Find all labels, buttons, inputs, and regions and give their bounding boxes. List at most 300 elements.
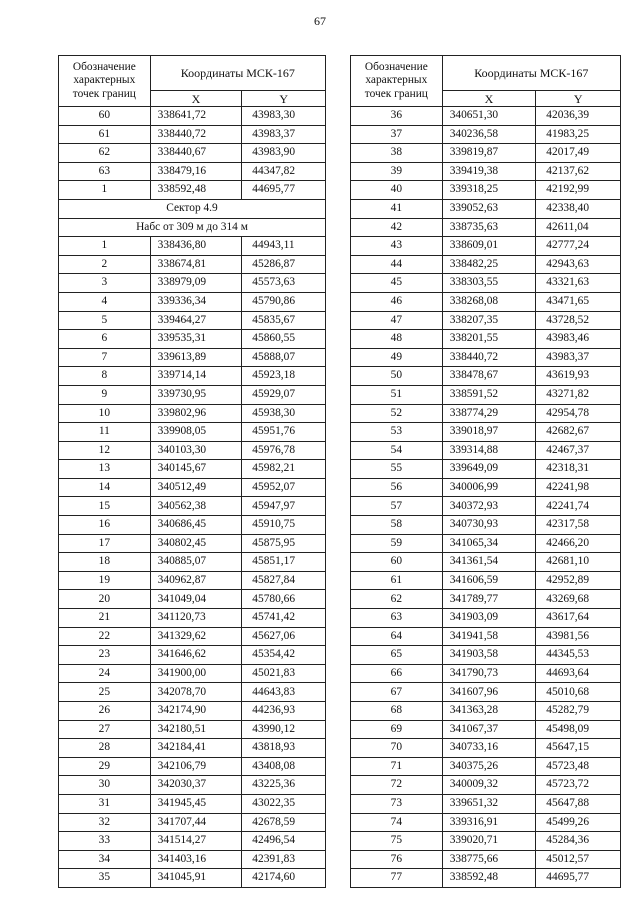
point-cell: 50	[351, 367, 443, 386]
y-coordinate-cell: 44345,53	[536, 646, 621, 665]
point-cell: 60	[351, 553, 443, 572]
table-row	[59, 590, 326, 609]
point-cell: 11	[59, 423, 151, 442]
y-coordinate-cell: 45923,18	[242, 367, 326, 386]
table-row	[351, 274, 621, 293]
x-coordinate-cell: 341903,09	[442, 609, 536, 628]
y-coordinate-cell: 45951,76	[242, 423, 326, 442]
y-coordinate-cell: 45952,07	[242, 478, 326, 497]
table-row	[351, 832, 621, 851]
table-row	[351, 571, 621, 590]
table-row	[59, 646, 326, 665]
point-cell: 17	[59, 534, 151, 553]
point-cell: 75	[351, 832, 443, 851]
table-row	[59, 330, 326, 349]
table-row	[351, 125, 621, 144]
y-coordinate-cell: 45723,48	[536, 757, 621, 776]
x-coordinate-cell: 339613,89	[150, 348, 242, 367]
point-cell: 15	[59, 497, 151, 516]
y-coordinate-cell: 42241,98	[536, 478, 621, 497]
point-cell: 62	[59, 144, 151, 163]
sector-subtitle: Набс от 309 м до 314 м	[59, 218, 326, 237]
y-coordinate-cell: 42943,63	[536, 255, 621, 274]
table-row	[59, 609, 326, 628]
table-row	[59, 460, 326, 479]
table-row	[351, 144, 621, 163]
y-coordinate-cell: 45282,79	[536, 702, 621, 721]
x-coordinate-cell: 342174,90	[150, 702, 242, 721]
point-cell: 10	[59, 404, 151, 423]
point-cell: 18	[59, 553, 151, 572]
point-cell: 60	[59, 107, 151, 126]
table-row	[59, 553, 326, 572]
table-row	[351, 478, 621, 497]
sector-subtitle-row	[59, 218, 326, 237]
x-coordinate-cell: 341789,77	[442, 590, 536, 609]
y-coordinate-cell: 45835,67	[242, 311, 326, 330]
table-row	[59, 478, 326, 497]
x-coordinate-cell: 341120,73	[150, 609, 242, 628]
x-coordinate-cell: 341329,62	[150, 627, 242, 646]
y-coordinate-cell: 45723,72	[536, 776, 621, 795]
y-coordinate-cell: 42391,83	[242, 850, 326, 869]
table-row	[351, 534, 621, 553]
y-coordinate-cell: 45827,84	[242, 571, 326, 590]
y-coordinate-cell: 45875,95	[242, 534, 326, 553]
point-cell: 57	[351, 497, 443, 516]
y-coordinate-cell: 42467,37	[536, 441, 621, 460]
point-cell: 63	[59, 162, 151, 181]
table-row	[59, 664, 326, 683]
sector-title: Сектор 4.9	[59, 199, 326, 218]
point-cell: 44	[351, 255, 443, 274]
y-coordinate-cell: 43471,65	[536, 292, 621, 311]
y-coordinate-cell: 45499,26	[536, 813, 621, 832]
table-row	[59, 144, 326, 163]
x-coordinate-cell: 339052,63	[442, 199, 536, 218]
table-row	[59, 385, 326, 404]
header-point-label: Обозначение характерных точек границ	[59, 56, 151, 107]
point-cell: 76	[351, 850, 443, 869]
x-coordinate-cell: 341646,62	[150, 646, 242, 665]
y-coordinate-cell: 45647,15	[536, 739, 621, 758]
y-coordinate-cell: 45910,75	[242, 516, 326, 535]
y-coordinate-cell: 43617,64	[536, 609, 621, 628]
table-row	[351, 162, 621, 181]
point-cell: 67	[351, 683, 443, 702]
y-coordinate-cell: 43728,52	[536, 311, 621, 330]
y-coordinate-cell: 44695,77	[536, 869, 621, 888]
table-row	[59, 534, 326, 553]
sector-title-row	[59, 199, 326, 218]
point-cell: 24	[59, 664, 151, 683]
x-coordinate-cell: 338440,67	[150, 144, 242, 163]
y-coordinate-cell: 43990,12	[242, 720, 326, 739]
point-cell: 33	[59, 832, 151, 851]
table-row	[59, 311, 326, 330]
point-cell: 53	[351, 423, 443, 442]
x-coordinate-cell: 341945,45	[150, 794, 242, 813]
header-x-label: X	[150, 91, 242, 107]
y-coordinate-cell: 45647,88	[536, 794, 621, 813]
x-coordinate-cell: 339819,87	[442, 144, 536, 163]
x-coordinate-cell: 339535,31	[150, 330, 242, 349]
table-row	[351, 776, 621, 795]
y-coordinate-cell: 42678,59	[242, 813, 326, 832]
y-coordinate-cell: 45929,07	[242, 385, 326, 404]
table-row	[351, 199, 621, 218]
x-coordinate-cell: 339419,38	[442, 162, 536, 181]
y-coordinate-cell: 42036,39	[536, 107, 621, 126]
x-coordinate-cell: 342184,41	[150, 739, 242, 758]
point-cell: 5	[59, 311, 151, 330]
x-coordinate-cell: 339336,34	[150, 292, 242, 311]
point-cell: 14	[59, 478, 151, 497]
table-row	[351, 255, 621, 274]
point-cell: 3	[59, 274, 151, 293]
point-cell: 66	[351, 664, 443, 683]
y-coordinate-cell: 42611,04	[536, 218, 621, 237]
point-cell: 35	[59, 869, 151, 888]
x-coordinate-cell: 339318,25	[442, 181, 536, 200]
table-row	[351, 590, 621, 609]
y-coordinate-cell: 42017,49	[536, 144, 621, 163]
point-cell: 77	[351, 869, 443, 888]
x-coordinate-cell: 340885,07	[150, 553, 242, 572]
point-cell: 74	[351, 813, 443, 832]
x-coordinate-cell: 338268,08	[442, 292, 536, 311]
point-cell: 41	[351, 199, 443, 218]
point-cell: 23	[59, 646, 151, 665]
x-coordinate-cell: 339649,09	[442, 460, 536, 479]
x-coordinate-cell: 338592,48	[150, 181, 242, 200]
x-coordinate-cell: 338774,29	[442, 404, 536, 423]
y-coordinate-cell: 44236,93	[242, 702, 326, 721]
x-coordinate-cell: 342030,37	[150, 776, 242, 795]
point-cell: 31	[59, 794, 151, 813]
table-row	[351, 330, 621, 349]
y-coordinate-cell: 45790,86	[242, 292, 326, 311]
y-coordinate-cell: 44943,11	[242, 237, 326, 256]
table-row	[351, 292, 621, 311]
coordinates-table-left	[58, 55, 326, 888]
x-coordinate-cell: 342078,70	[150, 683, 242, 702]
y-coordinate-cell: 44693,64	[536, 664, 621, 683]
point-cell: 28	[59, 739, 151, 758]
header-y-label: Y	[536, 91, 621, 107]
point-cell: 58	[351, 516, 443, 535]
table-row	[59, 850, 326, 869]
y-coordinate-cell: 43818,93	[242, 739, 326, 758]
y-coordinate-cell: 44643,83	[242, 683, 326, 702]
point-cell: 65	[351, 646, 443, 665]
point-cell: 8	[59, 367, 151, 386]
table-row	[59, 497, 326, 516]
table-row	[351, 794, 621, 813]
point-cell: 54	[351, 441, 443, 460]
x-coordinate-cell: 340372,93	[442, 497, 536, 516]
header-point-label: Обозначение характерных точек границ	[351, 56, 443, 107]
point-cell: 56	[351, 478, 443, 497]
x-coordinate-cell: 341045,91	[150, 869, 242, 888]
table-row	[59, 757, 326, 776]
point-cell: 61	[351, 571, 443, 590]
y-coordinate-cell: 45286,87	[242, 255, 326, 274]
table-row	[59, 255, 326, 274]
point-cell: 55	[351, 460, 443, 479]
x-coordinate-cell: 340103,30	[150, 441, 242, 460]
point-cell: 36	[351, 107, 443, 126]
table-row	[351, 609, 621, 628]
table-row	[351, 757, 621, 776]
x-coordinate-cell: 338591,52	[442, 385, 536, 404]
y-coordinate-cell: 42466,20	[536, 534, 621, 553]
table-row	[351, 683, 621, 702]
x-coordinate-cell: 341363,28	[442, 702, 536, 721]
x-coordinate-cell: 340006,99	[442, 478, 536, 497]
point-cell: 73	[351, 794, 443, 813]
table-row	[59, 813, 326, 832]
x-coordinate-cell: 340733,16	[442, 739, 536, 758]
x-coordinate-cell: 341790,73	[442, 664, 536, 683]
y-coordinate-cell: 45741,42	[242, 609, 326, 628]
point-cell: 12	[59, 441, 151, 460]
point-cell: 9	[59, 385, 151, 404]
x-coordinate-cell: 338735,63	[442, 218, 536, 237]
point-cell: 49	[351, 348, 443, 367]
table-row	[59, 776, 326, 795]
point-cell: 20	[59, 590, 151, 609]
x-coordinate-cell: 341606,59	[442, 571, 536, 590]
point-cell: 59	[351, 534, 443, 553]
table-row	[59, 423, 326, 442]
x-coordinate-cell: 341361,54	[442, 553, 536, 572]
point-cell: 34	[59, 850, 151, 869]
table-row	[59, 274, 326, 293]
table-row	[351, 404, 621, 423]
x-coordinate-cell: 340802,45	[150, 534, 242, 553]
x-coordinate-cell: 338201,55	[442, 330, 536, 349]
y-coordinate-cell: 43408,08	[242, 757, 326, 776]
y-coordinate-cell: 43983,90	[242, 144, 326, 163]
point-cell: 69	[351, 720, 443, 739]
y-coordinate-cell: 43271,82	[536, 385, 621, 404]
y-coordinate-cell: 43321,63	[536, 274, 621, 293]
y-coordinate-cell: 45982,21	[242, 460, 326, 479]
point-cell: 29	[59, 757, 151, 776]
point-cell: 16	[59, 516, 151, 535]
table-row	[351, 218, 621, 237]
table-row	[59, 441, 326, 460]
x-coordinate-cell: 341049,04	[150, 590, 242, 609]
x-coordinate-cell: 339908,05	[150, 423, 242, 442]
y-coordinate-cell: 45780,66	[242, 590, 326, 609]
y-coordinate-cell: 45354,42	[242, 646, 326, 665]
x-coordinate-cell: 341900,00	[150, 664, 242, 683]
x-coordinate-cell: 340512,49	[150, 478, 242, 497]
y-coordinate-cell: 44347,82	[242, 162, 326, 181]
point-cell: 7	[59, 348, 151, 367]
point-cell: 1	[59, 181, 151, 200]
x-coordinate-cell: 341514,27	[150, 832, 242, 851]
x-coordinate-cell: 338436,80	[150, 237, 242, 256]
table-row	[59, 869, 326, 888]
table-row	[59, 181, 326, 200]
y-coordinate-cell: 45284,36	[536, 832, 621, 851]
y-coordinate-cell: 43225,36	[242, 776, 326, 795]
y-coordinate-cell: 45851,17	[242, 553, 326, 572]
x-coordinate-cell: 339730,95	[150, 385, 242, 404]
x-coordinate-cell: 340375,26	[442, 757, 536, 776]
point-cell: 47	[351, 311, 443, 330]
point-cell: 32	[59, 813, 151, 832]
table-row	[351, 664, 621, 683]
point-cell: 1	[59, 237, 151, 256]
table-row	[351, 739, 621, 758]
y-coordinate-cell: 45573,63	[242, 274, 326, 293]
point-cell: 68	[351, 702, 443, 721]
x-coordinate-cell: 338478,67	[442, 367, 536, 386]
table-row	[59, 125, 326, 144]
y-coordinate-cell: 42777,24	[536, 237, 621, 256]
y-coordinate-cell: 42338,40	[536, 199, 621, 218]
table-row	[351, 367, 621, 386]
point-cell: 19	[59, 571, 151, 590]
x-coordinate-cell: 339464,27	[150, 311, 242, 330]
table-row	[351, 107, 621, 126]
x-coordinate-cell: 338303,55	[442, 274, 536, 293]
y-coordinate-cell: 42317,58	[536, 516, 621, 535]
point-cell: 63	[351, 609, 443, 628]
x-coordinate-cell: 340562,38	[150, 497, 242, 516]
table-row	[351, 813, 621, 832]
y-coordinate-cell: 45947,97	[242, 497, 326, 516]
table-row	[59, 739, 326, 758]
table-row	[59, 720, 326, 739]
x-coordinate-cell: 340730,93	[442, 516, 536, 535]
point-cell: 25	[59, 683, 151, 702]
x-coordinate-cell: 341065,34	[442, 534, 536, 553]
table-row	[351, 311, 621, 330]
x-coordinate-cell: 341067,37	[442, 720, 536, 739]
table-row	[59, 516, 326, 535]
x-coordinate-cell: 339316,91	[442, 813, 536, 832]
x-coordinate-cell: 338440,72	[150, 125, 242, 144]
point-cell: 62	[351, 590, 443, 609]
x-coordinate-cell: 338641,72	[150, 107, 242, 126]
x-coordinate-cell: 338207,35	[442, 311, 536, 330]
y-coordinate-cell: 45938,30	[242, 404, 326, 423]
y-coordinate-cell: 42318,31	[536, 460, 621, 479]
x-coordinate-cell: 338440,72	[442, 348, 536, 367]
y-coordinate-cell: 42954,78	[536, 404, 621, 423]
point-cell: 2	[59, 255, 151, 274]
point-cell: 21	[59, 609, 151, 628]
y-coordinate-cell: 44695,77	[242, 181, 326, 200]
point-cell: 13	[59, 460, 151, 479]
point-cell: 64	[351, 627, 443, 646]
y-coordinate-cell: 45498,09	[536, 720, 621, 739]
point-cell: 37	[351, 125, 443, 144]
y-coordinate-cell: 42496,54	[242, 832, 326, 851]
x-coordinate-cell: 339651,32	[442, 794, 536, 813]
y-coordinate-cell: 45012,57	[536, 850, 621, 869]
x-coordinate-cell: 341903,58	[442, 646, 536, 665]
table-row	[351, 348, 621, 367]
x-coordinate-cell: 338609,01	[442, 237, 536, 256]
x-coordinate-cell: 338479,16	[150, 162, 242, 181]
x-coordinate-cell: 338674,81	[150, 255, 242, 274]
y-coordinate-cell: 42192,99	[536, 181, 621, 200]
y-coordinate-cell: 42241,74	[536, 497, 621, 516]
x-coordinate-cell: 339314,88	[442, 441, 536, 460]
x-coordinate-cell: 341607,96	[442, 683, 536, 702]
y-coordinate-cell: 43983,37	[536, 348, 621, 367]
left-table-body	[59, 107, 326, 888]
point-cell: 42	[351, 218, 443, 237]
y-coordinate-cell: 45021,83	[242, 664, 326, 683]
header-coords-title: Координаты МСК-167	[442, 56, 620, 91]
x-coordinate-cell: 339018,97	[442, 423, 536, 442]
x-coordinate-cell: 342180,51	[150, 720, 242, 739]
right-table-body	[351, 107, 621, 888]
y-coordinate-cell: 42952,89	[536, 571, 621, 590]
x-coordinate-cell: 339802,96	[150, 404, 242, 423]
table-row	[59, 162, 326, 181]
y-coordinate-cell: 43981,56	[536, 627, 621, 646]
point-cell: 48	[351, 330, 443, 349]
table-row	[59, 237, 326, 256]
x-coordinate-cell: 338979,09	[150, 274, 242, 293]
table-row	[59, 107, 326, 126]
point-cell: 6	[59, 330, 151, 349]
y-coordinate-cell: 43983,30	[242, 107, 326, 126]
table-row	[351, 441, 621, 460]
table-row	[351, 553, 621, 572]
table-row	[59, 794, 326, 813]
table-row	[59, 367, 326, 386]
coordinates-table-right	[350, 55, 621, 888]
x-coordinate-cell: 338592,48	[442, 869, 536, 888]
point-cell: 70	[351, 739, 443, 758]
table-row	[351, 181, 621, 200]
y-coordinate-cell: 43983,46	[536, 330, 621, 349]
point-cell: 39	[351, 162, 443, 181]
table-row	[59, 627, 326, 646]
header-y-label: Y	[242, 91, 326, 107]
table-row	[351, 385, 621, 404]
y-coordinate-cell: 41983,25	[536, 125, 621, 144]
table-row	[59, 571, 326, 590]
point-cell: 22	[59, 627, 151, 646]
table-row	[59, 404, 326, 423]
table-row	[351, 850, 621, 869]
x-coordinate-cell: 342106,79	[150, 757, 242, 776]
table-row	[351, 497, 621, 516]
y-coordinate-cell: 42682,67	[536, 423, 621, 442]
y-coordinate-cell: 42174,60	[242, 869, 326, 888]
table-row	[351, 869, 621, 888]
point-cell: 30	[59, 776, 151, 795]
point-cell: 38	[351, 144, 443, 163]
point-cell: 71	[351, 757, 443, 776]
x-coordinate-cell: 338482,25	[442, 255, 536, 274]
point-cell: 72	[351, 776, 443, 795]
table-row	[59, 702, 326, 721]
y-coordinate-cell: 45976,78	[242, 441, 326, 460]
x-coordinate-cell: 340651,30	[442, 107, 536, 126]
page-number: 67	[314, 14, 326, 28]
